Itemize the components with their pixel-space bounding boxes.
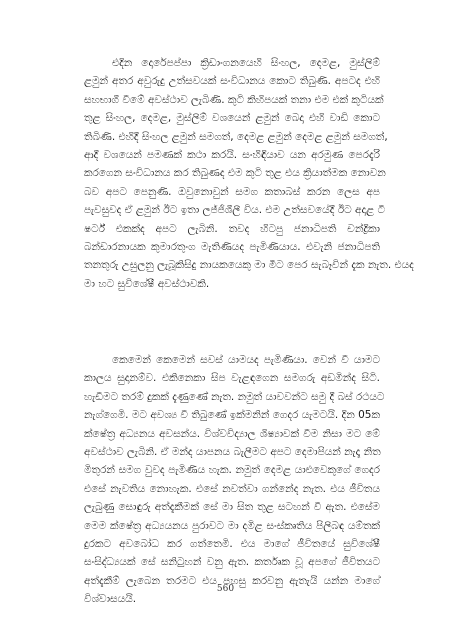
paragraph-line: ළමුන් අතර අවුරුදු උත්සවයක් සංවිධානය කොට තිබුණි. අපටද එහි [84, 75, 380, 88]
paragraph-line: නැග්ගෙමි. මට අවශ්‍ය වී තිබුණේ ඉක්මනින් ගෙදර යැමටයි. දින 05ක [84, 409, 380, 422]
paragraph-line: තුළ සිංහල, දෙමළ, මුස්ලිම් වශයෙන් ළමුන් බෙදා එහි වාඩි කොට [84, 112, 380, 125]
paragraph-line: අත්දැකීම් ලැබෙන තරමට එය පහසු කරවනු ඇතැයි යන්න මාගේ [84, 574, 380, 587]
paragraph-line: කරගෙන සංවිධානය කර තිබුණද එම කුටි තුළ එය ක්‍රියාත්මක නොවන [84, 167, 386, 180]
paragraph-line: හැඩීමට තරම් දුකක් දැණුණේ නැත. නමුත් යාවවන්ට සමු දී බස් රථයට [84, 390, 385, 403]
paragraph-2 [84, 351, 385, 609]
paragraph-line: දුරකට අවබෝධ කර ගත්තෙමි. එය මාගේ ජීවිතයේ සුවිශේෂී [84, 538, 380, 551]
paragraph-line: සහභාගී වීමේ අවස්ථාව ලැබිණි. කුටි කිහිපයක් තනා එම එක් කුටියක් [84, 93, 384, 106]
paragraph-line: මා හට සුවිශේෂී අවස්ථාවකි. [84, 277, 210, 290]
paragraph-1 [84, 54, 414, 293]
paragraph-line: මෙම ක්ෂේත්‍ර අධ්‍යයනය පුරාවට මා දමිළ සංස්කෘතිය පිලිබඳ යම්තක් [84, 519, 380, 532]
paragraph-line: තිබිණි. එහිදී සිංහල ළමුන් සමගත්, දෙමළ ළමුන් දෙමළ ළමුන් සමගත්, [84, 130, 388, 143]
paragraph-line: මිතුරන් සමග වුවද පැමිණිය හැක. නමුත් දෙමළ යාළුවෙකුගේ ගෙදර [84, 464, 380, 477]
paragraph-line: ක්ෂේත්‍ර අධ්‍යනය අවසන්ය. විශ්වවිද්‍යාල ශිෂ්‍යාවක් වීම නිසා මට මේ [84, 427, 380, 440]
paragraph-line: කාලය සුදානම්ව. එකිනෙකා සිප වැළඳගෙන සමගරු අඩමින්ද සිටි. [84, 372, 380, 385]
paragraph-line: කෙමෙන් කෙමෙන් සවස් යාමයද පැමිණියා. වෙන් වී යාමට [112, 354, 380, 366]
paragraph-line: තනතුරු උසුලනු ලැබූකිසිදු නායකයෙකු මා මීට පෙර සැබෑවින් දැක නැත. එයද [84, 259, 414, 272]
paragraph-line: අවස්ථාව ලැබිනි. ඒ මන්ද යාපනය බැලීමට අපට දෙමාපියන් නැදෑ නිත [84, 446, 381, 459]
paragraph-line: එදින දොරේපප්පා ක්‍රිඩාංගනයෙහි සිංහල, දෙමළ, මුස්ලිම් [112, 57, 380, 69]
paragraph-line: සංසිද්ධ්‍යයක් සේ සනිටුහන් වනු ඇත. කර්තෘක වූ අපගේ ජීවිතයට [84, 556, 380, 569]
paragraph-line: බන්ඩාරනායක කුමාරතුංග මැතිණියද පැමිණියාය. එවැනි ජනාධිපති [84, 241, 380, 254]
paragraph-line: ආදී වශයෙන් පමණක් කථා කරයි. සංහිඳියාව යන අරමුණ පෙරදැරි [84, 149, 380, 162]
page-number: 560 [216, 584, 235, 594]
paragraph-line: ලැබුණු සොඳුරු අත්දැකීමක් සේ මා සිත තුළ සටහන් වී ඇත. එසේම [84, 501, 380, 514]
paragraph-line: බව අපට පෙනුණි. ඔවුනොවුන් සමග කතාබස් කරන ලෙස අප [84, 185, 380, 198]
paragraph-line: විශ්වාසයයි. [84, 593, 137, 606]
paragraph-line: පැවසුවද ඒ ළමුන් ඊට ඉතා ලජ්ජිශීලී විය. එම උත්සවයේදී ඊට අදාළ ටී [84, 204, 386, 217]
paragraph-line: ෂර්ට් එකක්ද අපට ලැබිනි. තවද හිටපු ජනාධිපති චන්ද්‍රිකා [84, 222, 380, 235]
paragraph-line: එසේ නැවතිය නොහැක. එසේ නවත්වා ගන්නේද නැත. එය ජීවිතය [84, 482, 380, 495]
